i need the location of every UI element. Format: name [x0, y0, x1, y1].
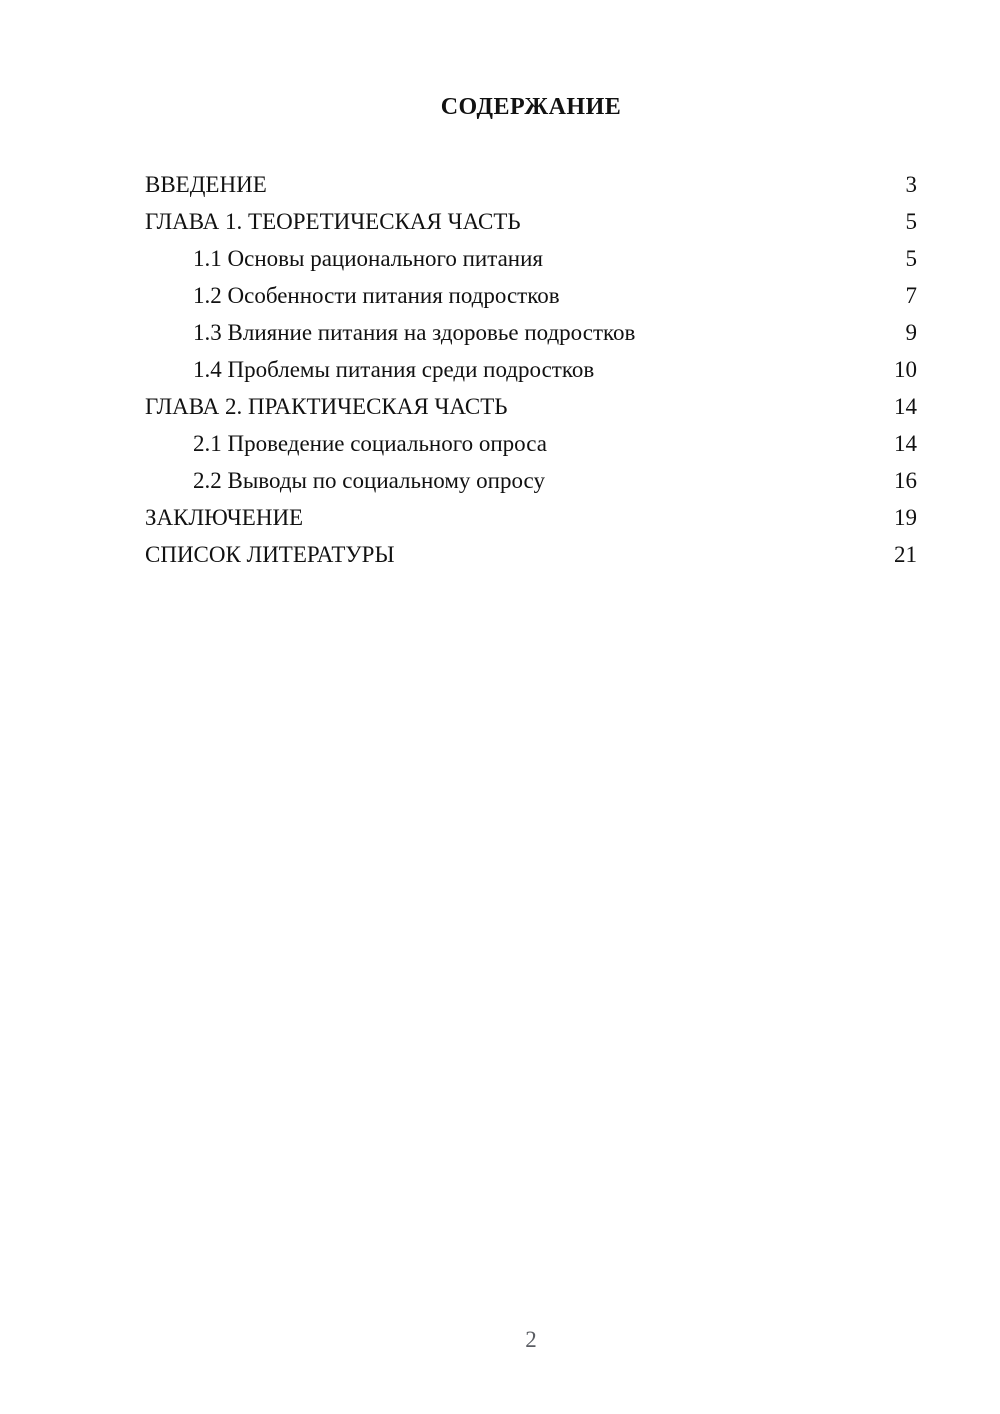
toc-entry-page: 10 — [894, 357, 917, 382]
toc-entry-page: 5 — [905, 246, 917, 271]
toc-entry — [145, 314, 917, 351]
toc-entry-label: ЗАКЛЮЧЕНИЕ — [145, 505, 304, 530]
toc-entry-label: ВВЕДЕНИЕ — [145, 172, 267, 197]
toc-entry — [145, 351, 917, 388]
toc-entry-page: 3 — [905, 172, 917, 197]
toc-entry-label: 1.2 Особенности питания подростков — [193, 283, 560, 308]
toc-entry — [145, 203, 917, 240]
toc-entry-label: 2.2 Выводы по социальному опросу — [193, 468, 545, 493]
toc-entry — [145, 166, 917, 203]
toc-entry — [145, 240, 917, 277]
toc-entry-label: 1.4 Проблемы питания среди подростков — [193, 357, 595, 382]
toc-entry-label: ГЛАВА 2. ПРАКТИЧЕСКАЯ ЧАСТЬ — [145, 394, 508, 419]
toc-list — [145, 166, 917, 573]
toc-entry-page: 16 — [894, 468, 917, 493]
toc-entry-label: 2.1 Проведение социального опроса — [193, 431, 547, 456]
toc-entry — [145, 499, 917, 536]
toc-entry-page: 21 — [894, 542, 917, 567]
toc-entry-page: 9 — [905, 320, 917, 345]
toc-entry-label: 1.1 Основы рационального питания — [193, 246, 543, 271]
toc-entry — [145, 388, 917, 425]
toc-entry — [145, 462, 917, 499]
toc-entry-page: 5 — [905, 209, 917, 234]
toc-entry-label: ГЛАВА 1. ТЕОРЕТИЧЕСКАЯ ЧАСТЬ — [145, 209, 521, 234]
footer-page-number: 2 — [525, 1327, 537, 1352]
toc-entry-label: СПИСОК ЛИТЕРАТУРЫ — [145, 542, 395, 567]
toc-entry-page: 19 — [894, 505, 917, 530]
toc-entry-page: 14 — [894, 431, 917, 456]
toc-entry-page: 7 — [905, 283, 917, 308]
toc-entry — [145, 536, 917, 573]
toc-entry-page: 14 — [894, 394, 917, 419]
toc-entry — [145, 425, 917, 462]
toc-entry-label: 1.3 Влияние питания на здоровье подростков — [193, 320, 636, 345]
page-title: СОДЕРЖАНИЕ — [440, 94, 622, 120]
toc-entry — [145, 277, 917, 314]
